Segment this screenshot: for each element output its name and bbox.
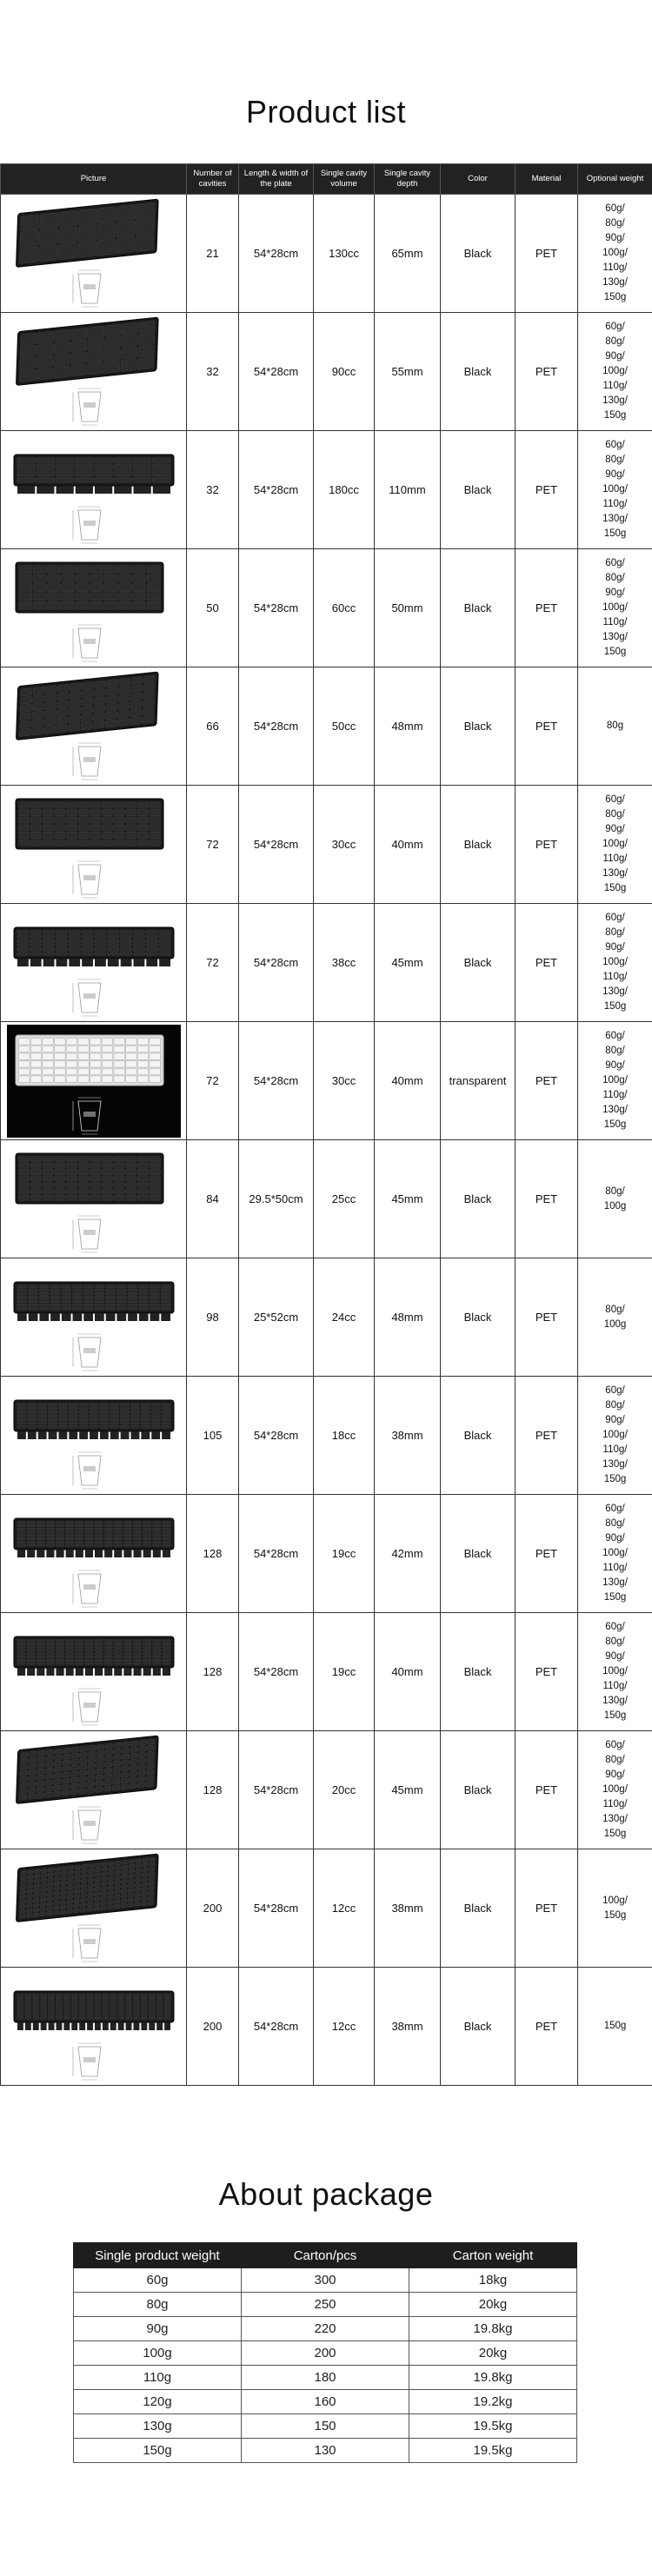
material-cell: PET <box>516 431 578 549</box>
col-header: Single cavity depth <box>375 164 441 195</box>
package-cell: 220 <box>242 2317 409 2341</box>
weight-cell <box>578 1849 652 1968</box>
weight-option: 130g/ <box>602 1814 628 1824</box>
col-header: Carton weight <box>409 2243 577 2268</box>
weight-cell <box>578 667 652 786</box>
size-cell: 54*28cm <box>239 1495 314 1613</box>
tray-image-3 <box>7 552 181 665</box>
tray-image-2 <box>7 434 181 547</box>
weight-option: 150g <box>603 883 627 893</box>
weight-option: 90g/ <box>605 1060 625 1071</box>
weight-option: 150g <box>603 1119 627 1130</box>
table-row <box>74 2268 577 2293</box>
volume-cell: 19cc <box>314 1613 375 1731</box>
package-cell: 110g <box>74 2366 242 2390</box>
weight-option: 60g/ <box>605 440 625 450</box>
volume-cell: 38cc <box>314 904 375 1022</box>
weight-option: 80g/ <box>605 1400 625 1411</box>
material-cell: PET <box>516 904 578 1022</box>
tray-image-0 <box>7 197 181 310</box>
material-cell: PET <box>516 667 578 786</box>
cavities-cell: 200 <box>187 1849 239 1968</box>
weight-option: 150g <box>603 647 627 657</box>
package-cell: 120g <box>74 2390 242 2414</box>
product-picture-cell <box>1 1968 187 2086</box>
weight-option: 80g/ <box>605 1185 625 1197</box>
size-cell: 54*28cm <box>239 1377 314 1495</box>
weight-cell <box>578 786 652 904</box>
weight-option: 90g/ <box>605 351 625 362</box>
material-cell: PET <box>516 1022 578 1140</box>
weight-option: 100g <box>603 1200 627 1212</box>
weight-option: 110g/ <box>602 1090 628 1100</box>
tray-image-12 <box>7 1616 181 1729</box>
product-picture-cell <box>1 1140 187 1258</box>
tray-image-1 <box>7 315 181 428</box>
weight-option: 130g/ <box>602 986 628 997</box>
tray-image-4 <box>7 670 181 783</box>
weight-option: 100g/ <box>602 1666 628 1676</box>
volume-cell: 60cc <box>314 549 375 667</box>
table-row <box>1 1968 652 2086</box>
depth-cell: 55mm <box>375 313 441 431</box>
weight-option: 100g/ <box>602 1784 628 1795</box>
depth-cell: 110mm <box>375 431 441 549</box>
size-cell: 54*28cm <box>239 1731 314 1849</box>
weight-option: 130g/ <box>602 1696 628 1706</box>
table-row <box>74 2366 577 2390</box>
cavities-cell: 105 <box>187 1377 239 1495</box>
weight-option: 80g/ <box>605 1637 625 1647</box>
package-cell: 19.5kg <box>409 2414 577 2439</box>
product-picture-cell <box>1 1258 187 1377</box>
weight-cell <box>578 1968 652 2086</box>
package-cell: 180 <box>242 2366 409 2390</box>
product-picture-cell <box>1 1731 187 1849</box>
weight-option: 100g/ <box>602 248 628 258</box>
weight-option: 150g <box>603 292 627 302</box>
product-picture-cell <box>1 667 187 786</box>
weight-option: 110g/ <box>602 262 628 273</box>
volume-cell: 30cc <box>314 1022 375 1140</box>
weight-option: 60g/ <box>605 1504 625 1514</box>
cavities-cell: 128 <box>187 1613 239 1731</box>
weight-option: 90g/ <box>605 1533 625 1544</box>
table-row <box>74 2293 577 2317</box>
about-package-title: About package <box>218 2176 434 2212</box>
weight-option: 130g/ <box>602 514 628 524</box>
cavities-cell: 72 <box>187 904 239 1022</box>
depth-cell: 50mm <box>375 549 441 667</box>
product-picture-cell <box>1 786 187 904</box>
col-header: Optional weight <box>578 164 652 195</box>
tray-image-5 <box>7 788 181 901</box>
weight-option: 150g <box>603 1909 627 1921</box>
weight-option: 110g/ <box>602 1563 628 1573</box>
size-cell: 54*28cm <box>239 1849 314 1968</box>
material-cell: PET <box>516 1849 578 1968</box>
weight-cell <box>578 1377 652 1495</box>
size-cell: 54*28cm <box>239 786 314 904</box>
weight-option: 100g/ <box>602 839 628 849</box>
weight-option: 110g/ <box>602 972 628 982</box>
color-cell: Black <box>441 1140 516 1258</box>
package-cell: 90g <box>74 2317 242 2341</box>
package-cell: 150 <box>242 2414 409 2439</box>
product-picture-cell <box>1 1495 187 1613</box>
product-header-row <box>1 164 652 195</box>
package-cell: 80g <box>74 2293 242 2317</box>
weight-option: 90g/ <box>605 1415 625 1425</box>
weight-option: 60g/ <box>605 558 625 568</box>
weight-option: 110g/ <box>602 853 628 864</box>
col-header: Number of cavities <box>187 164 239 195</box>
weight-option: 60g/ <box>605 1385 625 1396</box>
volume-cell: 130cc <box>314 195 375 313</box>
weight-option: 90g/ <box>605 1769 625 1780</box>
weight-option: 150g <box>603 528 627 539</box>
weight-option: 130g/ <box>602 395 628 406</box>
weight-option: 150g <box>603 1592 627 1603</box>
weight-option: 150g <box>603 1710 627 1721</box>
material-cell: PET <box>516 1731 578 1849</box>
cavities-cell: 72 <box>187 786 239 904</box>
depth-cell: 48mm <box>375 667 441 786</box>
material-cell: PET <box>516 195 578 313</box>
weight-option: 130g/ <box>602 632 628 642</box>
weight-cell <box>578 1022 652 1140</box>
weight-option: 110g/ <box>602 1444 628 1455</box>
package-cell: 150g <box>74 2439 242 2463</box>
product-picture-cell <box>1 313 187 431</box>
cavities-cell: 128 <box>187 1731 239 1849</box>
size-cell: 54*28cm <box>239 313 314 431</box>
color-cell: Black <box>441 1613 516 1731</box>
material-cell: PET <box>516 1258 578 1377</box>
depth-cell: 45mm <box>375 1140 441 1258</box>
weight-option: 60g/ <box>605 203 625 214</box>
weight-option: 90g/ <box>605 824 625 834</box>
volume-cell: 25cc <box>314 1140 375 1258</box>
cavities-cell: 21 <box>187 195 239 313</box>
weight-option: 80g/ <box>605 218 625 229</box>
weight-option: 130g/ <box>602 1577 628 1588</box>
color-cell: Black <box>441 1731 516 1849</box>
weight-cell <box>578 1613 652 1731</box>
tray-image-14 <box>7 1852 181 1965</box>
table-row <box>1 431 652 549</box>
product-picture-cell <box>1 1613 187 1731</box>
weight-cell <box>578 1495 652 1613</box>
volume-cell: 12cc <box>314 1849 375 1968</box>
cavities-cell: 98 <box>187 1258 239 1377</box>
table-row <box>74 2439 577 2463</box>
tray-image-9 <box>7 1261 181 1374</box>
weight-cell <box>578 1731 652 1849</box>
weight-option: 60g/ <box>605 322 625 332</box>
color-cell: Black <box>441 786 516 904</box>
depth-cell: 40mm <box>375 1613 441 1731</box>
depth-cell: 45mm <box>375 1731 441 1849</box>
material-cell: PET <box>516 1140 578 1258</box>
package-cell: 19.5kg <box>409 2439 577 2463</box>
weight-option: 90g/ <box>605 942 625 953</box>
weight-option: 60g/ <box>605 1622 625 1632</box>
weight-option: 110g/ <box>602 1799 628 1809</box>
color-cell: transparent <box>441 1022 516 1140</box>
cavities-cell: 32 <box>187 431 239 549</box>
weight-cell <box>578 431 652 549</box>
package-cell: 300 <box>242 2268 409 2293</box>
package-header-row <box>74 2243 577 2268</box>
weight-option: 80g/ <box>605 455 625 465</box>
size-cell: 54*28cm <box>239 904 314 1022</box>
weight-option: 80g/ <box>605 336 625 347</box>
package-cell: 20kg <box>409 2293 577 2317</box>
table-row <box>74 2317 577 2341</box>
product-picture-cell <box>1 904 187 1022</box>
depth-cell: 48mm <box>375 1258 441 1377</box>
volume-cell: 90cc <box>314 313 375 431</box>
volume-cell: 50cc <box>314 667 375 786</box>
depth-cell: 65mm <box>375 195 441 313</box>
table-row <box>1 313 652 431</box>
cavities-cell: 84 <box>187 1140 239 1258</box>
table-row <box>74 2341 577 2366</box>
product-picture-cell <box>1 1849 187 1968</box>
weight-cell <box>578 904 652 1022</box>
weight-option: 150g <box>603 1829 627 1839</box>
volume-cell: 18cc <box>314 1377 375 1495</box>
size-cell: 29.5*50cm <box>239 1140 314 1258</box>
weight-option: 130g/ <box>602 277 628 288</box>
product-list-title: Product list <box>245 94 407 129</box>
volume-cell: 20cc <box>314 1731 375 1849</box>
table-row <box>1 1731 652 1849</box>
weight-cell <box>578 1258 652 1377</box>
weight-cell <box>578 549 652 667</box>
weight-option: 60g/ <box>605 1031 625 1041</box>
weight-option: 150g <box>603 410 627 421</box>
table-row <box>1 1140 652 1258</box>
weight-option: 80g/ <box>605 1304 625 1315</box>
color-cell: Black <box>441 1377 516 1495</box>
depth-cell: 38mm <box>375 1849 441 1968</box>
color-cell: Black <box>441 549 516 667</box>
weight-option: 150g <box>603 2021 627 2031</box>
col-header: Color <box>441 164 516 195</box>
weight-option: 90g/ <box>605 469 625 480</box>
product-picture-cell <box>1 1377 187 1495</box>
size-cell: 54*28cm <box>239 1968 314 2086</box>
weight-cell <box>578 313 652 431</box>
weight-option: 80g/ <box>605 573 625 583</box>
weight-option: 130g/ <box>602 1459 628 1470</box>
package-cell: 19.8kg <box>409 2317 577 2341</box>
package-cell: 200 <box>242 2341 409 2366</box>
cavities-cell: 72 <box>187 1022 239 1140</box>
color-cell: Black <box>441 904 516 1022</box>
volume-cell: 24cc <box>314 1258 375 1377</box>
package-cell: 19.2kg <box>409 2390 577 2414</box>
depth-cell: 45mm <box>375 904 441 1022</box>
table-row <box>74 2390 577 2414</box>
color-cell: Black <box>441 1968 516 2086</box>
package-cell: 19.8kg <box>409 2366 577 2390</box>
weight-option: 130g/ <box>602 1105 628 1115</box>
tray-image-6 <box>7 906 181 1019</box>
product-picture-cell <box>1 1022 187 1140</box>
table-row <box>1 786 652 904</box>
color-cell: Black <box>441 667 516 786</box>
color-cell: Black <box>441 313 516 431</box>
depth-cell: 40mm <box>375 1022 441 1140</box>
weight-option: 100g/ <box>602 1548 628 1558</box>
weight-option: 110g/ <box>602 381 628 391</box>
table-row <box>1 1377 652 1495</box>
tray-image-11 <box>7 1497 181 1610</box>
tray-image-13 <box>7 1734 181 1847</box>
table-row <box>1 1022 652 1140</box>
size-cell: 54*28cm <box>239 549 314 667</box>
size-cell: 54*28cm <box>239 667 314 786</box>
size-cell: 54*28cm <box>239 1022 314 1140</box>
table-row <box>1 195 652 313</box>
cavities-cell: 50 <box>187 549 239 667</box>
weight-option: 150g <box>603 1474 627 1484</box>
depth-cell: 38mm <box>375 1377 441 1495</box>
cavities-cell: 66 <box>187 667 239 786</box>
package-cell: 130g <box>74 2414 242 2439</box>
product-picture-cell <box>1 431 187 549</box>
table-row <box>1 1613 652 1731</box>
color-cell: Black <box>441 431 516 549</box>
weight-option: 110g/ <box>602 1681 628 1691</box>
product-table <box>0 163 652 2086</box>
weight-option: 100g/ <box>602 366 628 376</box>
weight-option: 100g/ <box>602 602 628 613</box>
package-table <box>73 2242 577 2463</box>
col-header: Single cavity volume <box>314 164 375 195</box>
volume-cell: 30cc <box>314 786 375 904</box>
weight-option: 80g/ <box>605 1755 625 1765</box>
color-cell: Black <box>441 1849 516 1968</box>
color-cell: Black <box>441 1495 516 1613</box>
package-cell: 18kg <box>409 2268 577 2293</box>
col-header: Single product weight <box>74 2243 242 2268</box>
weight-option: 100g/ <box>602 1430 628 1440</box>
package-cell: 20kg <box>409 2341 577 2366</box>
package-cell: 60g <box>74 2268 242 2293</box>
weight-option: 80g/ <box>605 927 625 938</box>
material-cell: PET <box>516 549 578 667</box>
volume-cell: 12cc <box>314 1968 375 2086</box>
material-cell: PET <box>516 1968 578 2086</box>
table-row <box>1 1495 652 1613</box>
material-cell: PET <box>516 1495 578 1613</box>
cavities-cell: 32 <box>187 313 239 431</box>
col-header: Length & width of the plate <box>239 164 314 195</box>
weight-option: 90g/ <box>605 588 625 598</box>
weight-cell <box>578 1140 652 1258</box>
cavities-cell: 128 <box>187 1495 239 1613</box>
material-cell: PET <box>516 313 578 431</box>
col-header: Carton/pcs <box>242 2243 409 2268</box>
product-picture-cell <box>1 195 187 313</box>
depth-cell: 42mm <box>375 1495 441 1613</box>
weight-option: 100g/ <box>602 484 628 495</box>
weight-option: 130g/ <box>602 868 628 879</box>
table-row <box>1 1849 652 1968</box>
weight-option: 110g/ <box>602 499 628 509</box>
volume-cell: 19cc <box>314 1495 375 1613</box>
depth-cell: 38mm <box>375 1968 441 2086</box>
weight-option: 80g/ <box>605 809 625 820</box>
weight-option: 60g/ <box>605 913 625 923</box>
table-row <box>74 2414 577 2439</box>
weight-option: 60g/ <box>605 794 625 805</box>
table-row <box>1 904 652 1022</box>
table-row <box>1 667 652 786</box>
weight-option: 100g/ <box>602 1075 628 1086</box>
tray-image-7 <box>7 1025 181 1138</box>
weight-option: 100g/ <box>602 957 628 967</box>
tray-image-10 <box>7 1379 181 1492</box>
size-cell: 25*52cm <box>239 1258 314 1377</box>
size-cell: 54*28cm <box>239 195 314 313</box>
table-row <box>1 1258 652 1377</box>
weight-option: 110g/ <box>602 617 628 627</box>
weight-option: 100g/ <box>602 1895 628 1906</box>
package-cell: 160 <box>242 2390 409 2414</box>
cavities-cell: 200 <box>187 1968 239 2086</box>
weight-option: 90g/ <box>605 1651 625 1662</box>
tray-image-15 <box>7 1970 181 2083</box>
weight-option: 80g/ <box>605 1046 625 1056</box>
weight-option: 90g/ <box>605 233 625 243</box>
weight-option: 100g <box>603 1318 627 1330</box>
depth-cell: 40mm <box>375 786 441 904</box>
weight-option: 150g <box>603 1001 627 1012</box>
weight-cell <box>578 195 652 313</box>
material-cell: PET <box>516 1613 578 1731</box>
color-cell: Black <box>441 195 516 313</box>
material-cell: PET <box>516 1377 578 1495</box>
package-cell: 100g <box>74 2341 242 2366</box>
col-header: Material <box>516 164 578 195</box>
table-row <box>1 549 652 667</box>
size-cell: 54*28cm <box>239 1613 314 1731</box>
col-header: Picture <box>1 164 187 195</box>
material-cell: PET <box>516 786 578 904</box>
tray-image-8 <box>7 1143 181 1256</box>
package-cell: 130 <box>242 2439 409 2463</box>
weight-option: 80g/ <box>605 1518 625 1529</box>
color-cell: Black <box>441 1258 516 1377</box>
weight-option: 80g <box>606 720 624 731</box>
weight-option: 60g/ <box>605 1740 625 1750</box>
volume-cell: 180cc <box>314 431 375 549</box>
product-picture-cell <box>1 549 187 667</box>
size-cell: 54*28cm <box>239 431 314 549</box>
package-cell: 250 <box>242 2293 409 2317</box>
